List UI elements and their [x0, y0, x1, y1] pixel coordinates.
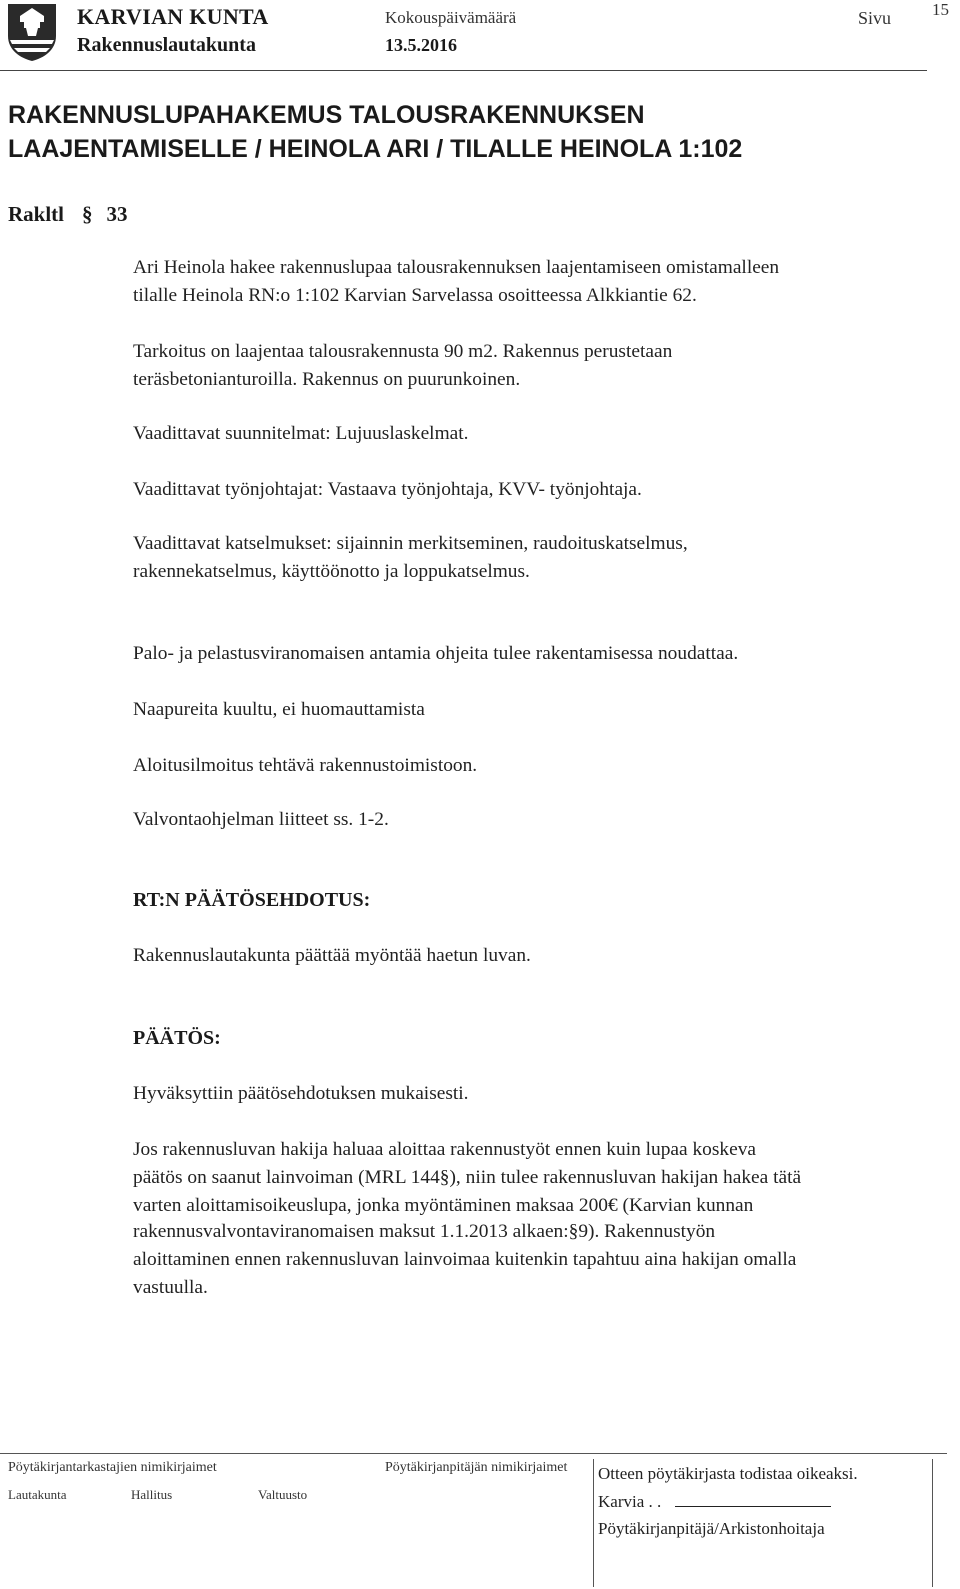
footer-council-label: Valtuusto — [258, 1487, 308, 1502]
document-title-line-2: LAAJENTAMISELLE / HEINOLA ARI / TILALLE HEINOLA 1:102 — [8, 135, 743, 163]
footer-divider — [0, 1453, 947, 1454]
section-symbol: § — [82, 202, 93, 226]
coat-of-arms-icon — [6, 2, 58, 62]
paragraph-fire-safety: Palo- ja pelastusviranomaisen antamia ohjeita tulee rakentamisessa noudattaa. — [133, 643, 739, 664]
meeting-date-label: Kokouspäivämäärä — [385, 8, 517, 27]
secretary-initials-label: Pöytäkirjanpitäjän nimikirjaimet — [385, 1460, 568, 1475]
paragraph-final-line-3: varten aloittamisoikeuslupa, jonka myöntäminen maksaa 200€ (Karvian kunnan — [133, 1195, 754, 1216]
document-title-line-1: RAKENNUSLUPAHAKEMUS TALOUSRAKENNUKSEN — [8, 101, 645, 129]
signature-line — [675, 1492, 831, 1507]
paragraph-neighbours: Naapureita kuultu, ei huomauttamista — [133, 699, 425, 720]
header-divider — [0, 70, 927, 71]
page-label: Sivu — [858, 8, 892, 28]
paragraph-final-line-4: rakennusvalvontaviranomaisen maksut 1.1.2013 alkaen:§9). Rakennustyön — [133, 1221, 716, 1242]
certification-statement: Otteen pöytäkirjasta todistaa oikeaksi. — [598, 1464, 858, 1483]
certification-box — [593, 1459, 933, 1587]
section-label: Rakltl — [8, 202, 65, 226]
municipality-name: KARVIAN KUNTA — [77, 4, 269, 29]
paragraph-start-notice: Aloitusilmoitus tehtävä rakennustoimistoon. — [133, 755, 478, 776]
decision-text: Hyväksyttiin päätösehdotuksen mukaisesti. — [133, 1083, 469, 1104]
paragraph-inspections-line-2: rakennekatselmus, käyttöönotto ja loppukatselmus. — [133, 561, 530, 582]
proposal-heading: RT:N PÄÄTÖSEHDOTUS: — [133, 889, 371, 911]
paragraph-final-line-6: vastuulla. — [133, 1277, 208, 1298]
paragraph-final-line-2: päätös on saanut lainvoiman (MRL 144§), niin tulee rakennusluvan hakijan hakea tätä — [133, 1167, 802, 1188]
proposal-text: Rakennuslautakunta päättää myöntää haetun luvan. — [133, 945, 531, 966]
paragraph-application-line-1: Ari Heinola hakee rakennuslupaa talousrakennuksen laajentamiseen omistamalleen — [133, 257, 780, 278]
paragraph-final-line-1: Jos rakennusluvan hakija haluaa aloittaa rakennustyöt ennen kuin lupaa koskeva — [133, 1139, 756, 1160]
board-name: Rakennuslautakunta — [77, 34, 256, 56]
decision-heading: PÄÄTÖS: — [133, 1027, 221, 1049]
certification-signatory: Pöytäkirjanpitäjä/Arkistonhoitaja — [598, 1519, 825, 1538]
section-reference — [8, 202, 128, 227]
paragraph-appendices: Valvontaohjelman liitteet ss. 1-2. — [133, 809, 389, 830]
section-number: 33 — [106, 202, 128, 226]
paragraph-required-plans: Vaadittavat suunnitelmat: Lujuuslaskelmat. — [133, 423, 469, 444]
certification-place: Karvia . . — [598, 1492, 662, 1511]
paragraph-purpose-line-1: Tarkoitus on laajentaa talousrakennusta 90 m2. Rakennus perustetaan — [133, 341, 673, 362]
footer-government-label: Hallitus — [131, 1487, 173, 1502]
paragraph-purpose-line-2: teräsbetonianturoilla. Rakennus on puurunkoinen. — [133, 369, 521, 390]
certification-place-date — [598, 1492, 831, 1512]
inspectors-initials-label: Pöytäkirjantarkastajien nimikirjaimet — [8, 1460, 217, 1475]
paragraph-required-supervisors: Vaadittavat työnjohtajat: Vastaava työnjohtaja, KVV- työnjohtaja. — [133, 479, 642, 500]
paragraph-application-line-2: tilalle Heinola RN:o 1:102 Karvian Sarvelassa osoitteessa Alkkiantie 62. — [133, 285, 697, 306]
paragraph-final-line-5: aloittaminen ennen rakennusluvan lainvoimaa kuitenkin tapahtuu aina hakijan omalla — [133, 1249, 797, 1270]
meeting-date: 13.5.2016 — [385, 35, 457, 55]
page-number: 15 — [932, 0, 949, 19]
paragraph-inspections-line-1: Vaadittavat katselmukset: sijainnin merkitseminen, raudoituskatselmus, — [133, 533, 688, 554]
footer-board-label: Lautakunta — [8, 1487, 67, 1502]
